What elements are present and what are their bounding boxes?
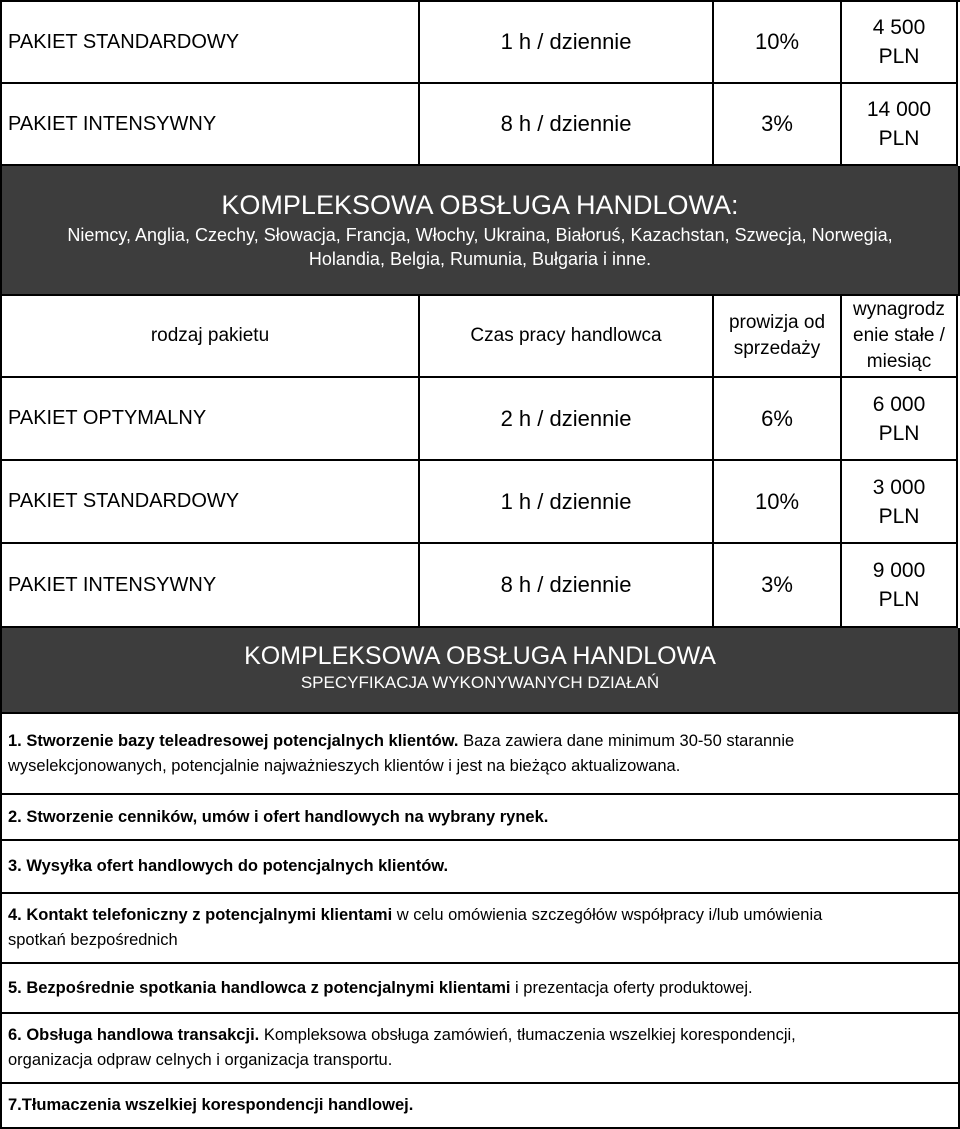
salary: 6 000 PLN [842,378,958,461]
spec-item: 7.Tłumaczenia wszelkiej korespondencji handlowej. [0,1084,960,1129]
work-time: 2 h / dziennie [420,378,714,461]
table-row [0,0,960,84]
package-name: PAKIET OPTYMALNY [0,378,420,461]
package-name: PAKIET STANDARDOWY [0,461,420,544]
header-work-time: Czas pracy handlowca [420,296,714,378]
header-salary: wynagrodz enie stałe / miesiąc [842,296,958,378]
spec-item: 6. Obsługa handlowa transakcji. Kompleksowa obsługa zamówień, tłumaczenia wszelkiej korespondencji, organizacja odpraw celnych i organizacja transportu. [0,1014,960,1084]
work-time: 1 h / dziennie [420,2,714,84]
section-title: KOMPLEKSOWA OBSŁUGA HANDLOWA: [221,190,739,220]
countries-line: Niemcy, Anglia, Czechy, Słowacja, Francja, Włochy, Ukraina, Białoruś, Kazachstan, Szwecja, Norwegia, [67,225,893,245]
spec-item: 2. Stworzenie cenników, umów i ofert handlowych na wybrany rynek. [0,795,960,841]
package-name: PAKIET INTENSYWNY [0,84,420,166]
spec-item: 1. Stworzenie bazy teleadresowej potencjalnych klientów. Baza zawiera dane minimum 30-50 starannie wyselekcjonowanych, potencjalnie najważnieszych klientów i jest na bieżąco aktualizowana. [0,714,960,795]
header-commission: prowizja od sprzedaży [714,296,842,378]
header-package-type: rodzaj pakietu [0,296,420,378]
work-time: 1 h / dziennie [420,461,714,544]
section-header [0,166,960,296]
spec-item: 5. Bezpośrednie spotkania handlowca z potencjalnymi klientami i prezentacja oferty produktowej. [0,964,960,1014]
commission: 3% [714,84,842,166]
package-name: PAKIET INTENSYWNY [0,544,420,628]
section-header [0,628,960,714]
spec-item: 3. Wysyłka ofert handlowych do potencjalnych klientów. [0,841,960,894]
section-subtitle: SPECYFIKACJA WYKONYWANYCH DZIAŁAŃ [300,673,660,692]
salary: 9 000 PLN [842,544,958,628]
countries-line: Holandia, Belgia, Rumunia, Bułgaria i inne. [308,249,652,269]
salary: 14 000 PLN [842,84,958,166]
table-header [0,296,960,378]
table-row [0,378,960,461]
commission: 10% [714,461,842,544]
salary: 3 000 PLN [842,461,958,544]
commission: 3% [714,544,842,628]
work-time: 8 h / dziennie [420,84,714,166]
package-name: PAKIET STANDARDOWY [0,2,420,84]
table-row [0,84,960,166]
spec-item: 4. Kontakt telefoniczny z potencjalnymi klientami w celu omówienia szczegółów współpracy i/lub umówienia spotkań bezpośrednich [0,894,960,964]
table-row [0,461,960,544]
commission: 10% [714,2,842,84]
section-title: KOMPLEKSOWA OBSŁUGA HANDLOWA [244,642,716,670]
table-row [0,544,960,628]
work-time: 8 h / dziennie [420,544,714,628]
commission: 6% [714,378,842,461]
salary: 4 500 PLN [842,2,958,84]
